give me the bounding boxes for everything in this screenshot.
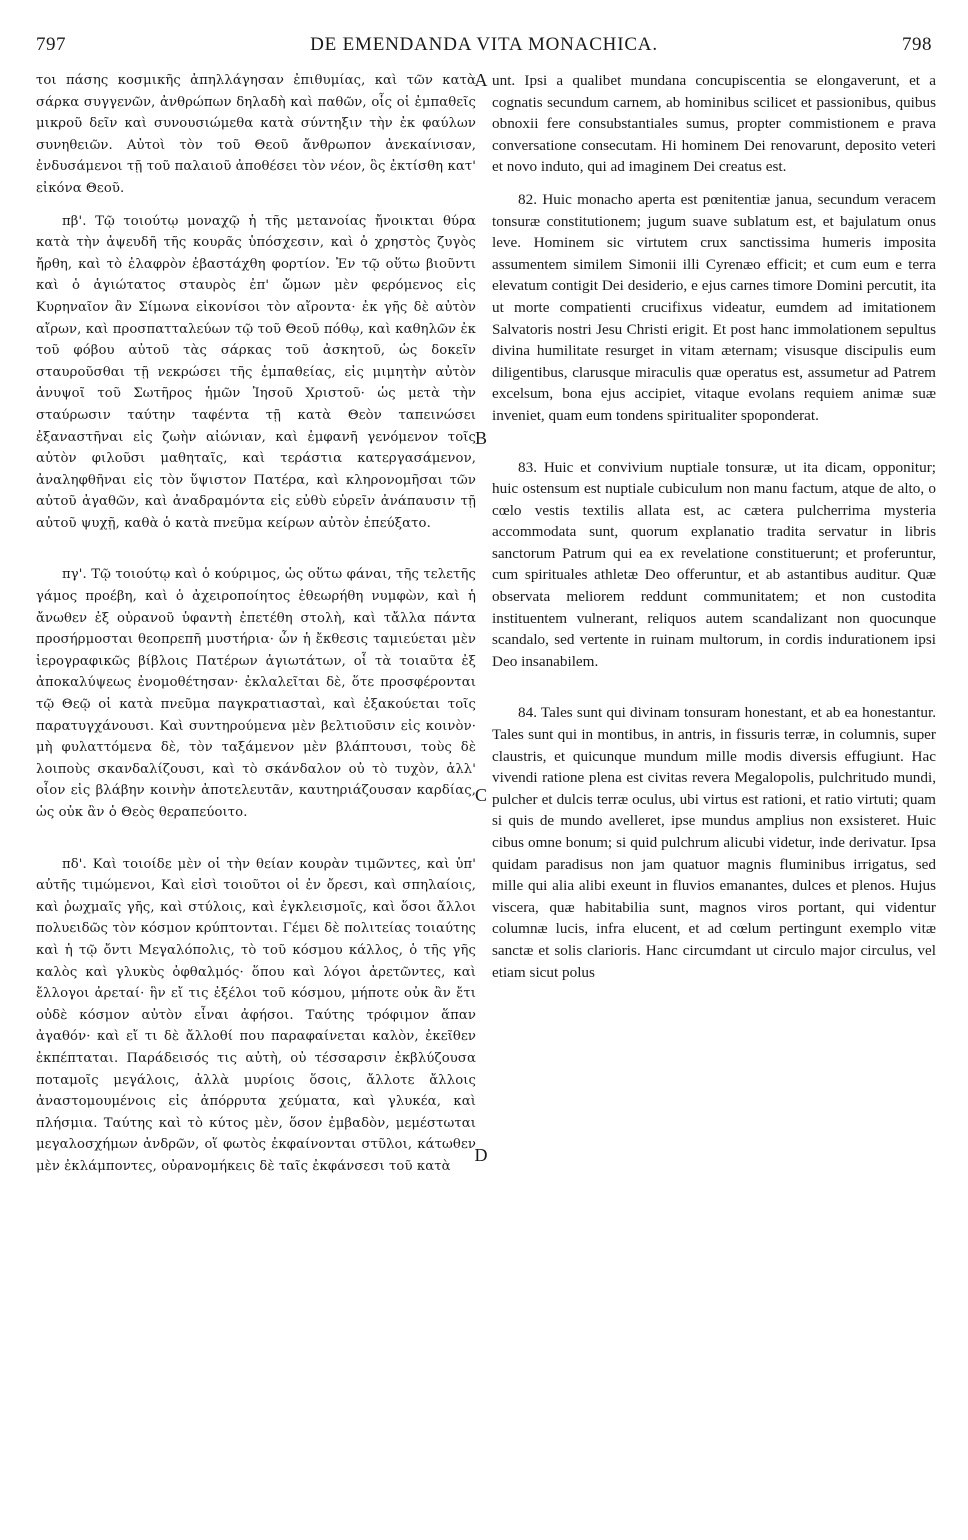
latin-paragraph-84: 84. Tales sunt qui divinam tonsuram honestant, et ab ea honestantur. Tales sunt qui in montibus, in antris, in fissuris terræ, in columnis, super claustris, et quicunque mundum mille modis diversis effugiunt. Hac vivendi ratione plena est civitas revera Megalopolis, pulchritudo mundi, pulcher et dulcis terræ oculus, ubi virtus est rationi, et ratio virtuti; quam si quis de mundo avelleret, ipse mundus amplius non exsisteret. Huic cibus omne bonum; si quid pulchrum alicubi videtur, inde derivatur. Ipsa quidam paradisus non jam quatuor magnis fluminibus irrigatus, sed mille qui alia alibi exeunt in fluvios emanantes, dulces et plenos. Hujus viscera, quæ habitabilia sunt, magnos viros portant, qui videntur columnæ lucis, infra elucent, et ad cœlum pertingunt exemplo vitæ sanctæ et solis clarioris. Hanc circumdant ut circulo major circulus, vel etiam sicut polus	[492, 704, 936, 981]
latin-paragraph-82: 82. Huic monacho aperta est pœnitentiæ janua, secundum veracem tonsuræ constitutionem; jugum suave sublatum est, et bajulatum onus leve. Hominem sic virtutem crux sanctissima humeris imposita assumentem similem Simonii illi Cyrenæo efficit; et cum eum e terra elevatum contigit Dei desiderio, e ejus carnes timore Domini percutit, ita ut morte compatienti crucifixus videatur, eumdem ad imitationem Salvatoris nostri Jesu Christi erigit. Et post hanc immolationem sepultus divina humilitate resurget in vitam æternam; visusque discipulis eum diligentibus, clarusque miraculis quæ operatus est, assumetur ad Patrem excelsum, bona ejus accipiet, vitaque evolans requiem animæ suæ inveniet, quam eum tondens spiritualiter spoponderat.	[492, 190, 936, 424]
greek-paragraph-82: πβ'. Τῷ τοιούτῳ μοναχῷ ἡ τῆς μετανοίας ἤνοικται θύρα κατὰ τὴν ἀψευδῆ τῆς κουρᾶς ὑπόσχεσιν, καὶ ὁ χρηστὸς ζυγὸς ἤρθη, καὶ τὸ ἐλαφρὸν ἐβαστάχθη φορτίον. Ἐν τῷ οὕτω βιοῦντι καὶ ὁ ἁγιώτατος σταυρὸς ἐπ' ὤμων μὲν φερόμενος εἰς Κυρηναῖον ἂν Σίμωνα εἰκονίσοι τὸν αἴροντα· ἐκ γῆς δὲ αὐτὸν αἴρων, καὶ προσπατταλεύων τῷ τοῦ Θεοῦ πόθῳ, καὶ καθηλῶν ἐκ τοῦ φόβου αὐτοῦ τὰς σάρκας τοῦ ἀσκητοῦ, ὡς δοκεῖν σταυροῦσθαι τῇ νεκρώσει τῆς ἐμπαθείας, εἰς μιμητὴν αὐτὸν ἀνυψοῖ τοῦ Σωτῆρος ἡμῶν Ἰησοῦ Χριστοῦ· ὡς μετὰ τὴν σταύρωσιν ταύτην ταφέντα τῇ κατὰ Θεὸν ταπεινώσει ἐξαναστῆναι εἰς ζωὴν αἰώνιαν, καὶ ἐμφανῆ γενόμενον τοῖς αὐτὸν φιλοῦσι μαθηταῖς, καὶ τεράστια κατεργασάμενον, ἀναληφθῆναι εἰς τὸν ὕψιστον Πατέρα, καὶ κληρονομῆσαι τῶν αὐτοῦ ἀγαθῶν, καὶ ἀναδραμόντα εἰς εὐθὺ εὑρεῖν ἀνάπαυσιν τῇ αὐτοῦ ψυχῇ, καθὰ ὁ κατὰ πνεῦμα κείρων αὐτὸν ἐπεύξατο.	[36, 213, 476, 531]
page-number-left: 797	[36, 34, 66, 55]
greek-paragraph-84: πδ'. Καὶ τοιοίδε μὲν οἱ τὴν θείαν κουρὰν τιμῶντες, καὶ ὑπ' αὐτῆς τιμώμενοι, Καὶ εἰσὶ τοιοῦτοι οἱ ἐν ὄρεσι, καὶ σπηλαίοις, καὶ ῥωχμαῖς γῆς, καὶ στύλοις, καὶ ἐγκλεισμοῖς, καὶ ὅσοι ἄλλοι πολυειδῶς τὸν κόσμον κρύπτονται. Γέμει δὲ πολιτείας τοιαύτης καὶ ἡ τῷ ὄντι Μεγαλόπολις, τὸ τοῦ κόσμου κάλλος, ὁ τῆς γῆς καλὸς καὶ γλυκὺς ὀφθαλμός· ὅπου καὶ λόγοι ἀρετῶντες, καὶ ἔλλογοι ἀρεταί· ἣν εἴ τις ἐξέλοι τοῦ κόσμου, μήποτε οὐκ ἂν ἔτι οὐδὲ κόσμον αὐτὸν εἶναι ἀφήσοι. Ταύτης τρόφιμον ἅπαν ἀγαθόν· καὶ εἴ τι δὲ ἄλλοθί που παραφαίνεται καλὸν, ἐκεῖθεν ἐκπέπταται. Παράδεισός τις αὐτὴ, οὐ τέσσαρσιν ἐκβλύζουσα ποταμοῖς μεγάλοις, ἀλλὰ μυρίοις ὅσοις, ἄλλοτε ἄλλοις ἀναστομουμένοις εἰς ἀπόρρυτα χεύματα, καὶ γλυκέα, καὶ πλήσμια. Ταύτης καὶ τὸ κύτος μὲν, ὅσον ἐμβαδὸν, μεμέστωται μεγαλοσχήμων ἀνδρῶν, οἵ φωτὸς ἐκφαίνονται στῦλοι, κάτωθεν μὲν ἐκλάμποντες, οὐρανομήκεις δὲ ταῖς ἐκφάνσεσι τοῦ κατὰ	[36, 856, 476, 1174]
latin-paragraph-83: 83. Huic et convivium nuptiale tonsuræ, ut ita dicam, opponitur; huic ostensum est nuptiale cubiculum non manu factum, atque de alto, o cœlo vestis textilis allata est, ac cætera pulcherrima mysteria accommodata sunt, quorum explanatio tradita servatur in libris sanctorum Patrum qui ea ex revelatione constituerunt; et proferuntur, cum spirituales athletæ Deo offeruntur, et ab astantibus auditur. Quæ observata meliorem reddunt communitatem; et non custodita instituentem vulnerant, reliquos autem scandalizant non quocunque scandalo, sed vertente in ruinam multorum, in cordis indurationem ipsi Deo insanabilem.	[492, 458, 936, 670]
section-marker-b: B	[474, 428, 487, 448]
page-number-right: 798	[902, 34, 932, 55]
greek-column	[36, 70, 476, 1178]
section-marker-c: C	[474, 785, 487, 805]
section-marker-d: D	[474, 1145, 488, 1165]
section-marker-a: A	[474, 70, 488, 90]
latin-paragraph-81: unt. Ipsi a qualibet mundana concupiscentia se elongaverunt, et a cognatis secundum carnem, ab hominibus scilicet et passionibus, quibus obnoxii fere consubstantiales sumus, propter commistionem e prava conversatione consecutam. Hi hominem Dei renovarunt, deposito veteri et novo induto, qui ad imaginem Dei creatus est.	[492, 72, 936, 176]
greek-paragraph-81: τοι πάσης κοσμικῆς ἀπηλλάγησαν ἐπιθυμίας, καὶ τῶν κατὰ σάρκα συγγενῶν, ἀνθρώπων δηλαδὴ καὶ παθῶν, οἷς οἱ ἐμπαθεῖς μικροῦ δεῖν καὶ συνουσιώμεθα κατὰ σύντηξιν τὴν ἐκ φαύλων συνηθειῶν. Αὐτοὶ τὸν τοῦ Θεοῦ ἄνθρωπον ἀνεκαίνισαν, ἐνδυσάμενοι τῇ τοῦ παλαιοῦ ἀποθέσει τὸν νέον, ὃς ἐκτίσθη κατ' εἰκόνα Θεοῦ.	[36, 73, 476, 196]
latin-column	[492, 70, 936, 983]
page-header	[36, 34, 932, 62]
greek-paragraph-83: πγ'. Τῷ τοιούτῳ καὶ ὁ κούριμος, ὡς οὕτω φάναι, τῆς τελετῆς γάμος προέβη, καὶ ὁ ἀχειροποίητος ἐθεωρήθη νυμφὼν, καὶ ἡ ἄνωθεν ἐξ οὐρανοῦ ὑφαντὴ ἐπετέθη στολὴ, καὶ τἄλλα πάντα προσήρμοσται θεοπρεπῆ μυστήρια· ὧν ἡ ἔκθεσις ταμιεύεται μὲν ἱερογραφικῶς βίβλοις Πατέρων ἁγιωτάτων, οἷ τὰ τοιαῦτα ἐξ ἀποκαλύψεως ἐνομοθέτησαν· ἐκλαλεῖται δὲ, ὅτε προσφέρονται τῷ Θεῷ οἱ κατὰ πνεῦμα παγκρατιασταὶ, καὶ ἐξακούεται τοῖς παρατυγχάνουσι. Καὶ συντηρούμενα μὲν βελτιοῦσιν εἰς κοινὸν· μὴ φυλαττόμενα δὲ, τὸν ταξάμενον μὲν βλάπτουσι, τοὺς δὲ λοιποὺς σκανδαλίζουσι, καὶ τὸ σκάνδαλον οὐ τὸ τυχὸν, ἀλλ' οἷον εἰς βλάβην κοινὴν ἀποτελευτᾶν, καυτηριάζουσαν καρδίας, ὡς οὐκ ἂν ὁ Θεὸς θεραπεύοιτο.	[36, 567, 476, 820]
running-title: DE EMENDANDA VITA MONACHICA.	[310, 34, 658, 55]
